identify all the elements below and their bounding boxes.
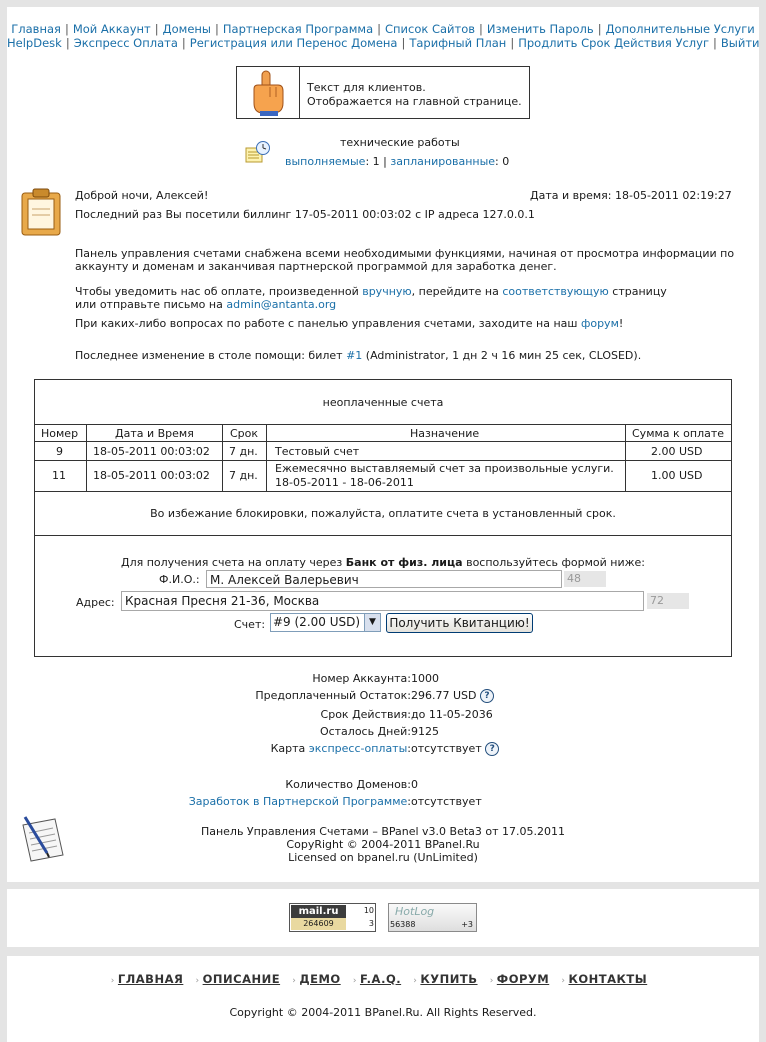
address-label: Адрес: <box>76 596 115 609</box>
nav-extra-services[interactable]: Дополнительные Услуги <box>605 22 755 36</box>
footer-link-faq[interactable]: F.A.Q. <box>359 972 402 986</box>
express-card-label: Карта экспресс-оплаты: <box>270 742 411 755</box>
domains-count: 0 <box>411 778 418 791</box>
header-purpose: Назначение <box>410 427 480 440</box>
nav-my-account[interactable]: Мой Аккаунт <box>72 22 151 36</box>
unpaid-bills-caption: неоплаченные счета <box>322 396 444 409</box>
expiry-label: Срок Действия: <box>320 708 411 721</box>
tech-works-planned-link[interactable]: запланированные <box>390 155 496 168</box>
forum-link[interactable]: форум <box>580 317 619 330</box>
payment-notify-line-1: Чтобы уведомить нас об оплате, произведенной вручную, перейдите на соответствующую страницу <box>75 285 667 298</box>
tech-works-clock-icon <box>244 140 272 166</box>
address-field[interactable]: Красная Пресня 21-36, Москва <box>121 591 644 611</box>
intro-line-1: Панель управления счетами снабжена всеми необходимыми функциями, начиная от просмотра информации по <box>75 247 735 260</box>
header-sum: Сумма к оплате <box>632 427 725 440</box>
manual-payment-link[interactable]: вручную <box>362 285 412 298</box>
nav-express-payment[interactable]: Экспресс Оплата <box>73 36 178 50</box>
footer-link-contacts[interactable]: КОНТАКТЫ <box>568 972 648 986</box>
header-datetime: Дата и Время <box>115 427 194 440</box>
nav-site-list[interactable]: Список Сайтов <box>385 22 476 36</box>
tech-works-status: выполняемые: 1 | запланированные: 0 <box>285 155 510 168</box>
nav-domain-registration[interactable]: Регистрация или Перенос Домена <box>189 36 398 50</box>
days-left-value: 9125 <box>411 725 439 738</box>
nav-extend-services[interactable]: Продлить Срок Действия Услуг <box>518 36 709 50</box>
hotlog-counter[interactable]: HotLog 56388 +3 <box>388 903 477 932</box>
top-nav-row-2: HelpDesk | Экспресс Оплата | Регистрация или Перенос Домена | Тарифный План | Продлить Срок Действия Услуг | Выйти <box>7 36 760 50</box>
days-left-label: Осталось Дней: <box>319 725 411 738</box>
nav-tariff-plan[interactable]: Тарифный План <box>409 36 507 50</box>
nav-helpdesk[interactable]: HelpDesk <box>7 36 62 50</box>
notice-text: Текст для клиентов. Отображается на главной странице. <box>307 81 522 108</box>
help-icon[interactable]: ? <box>485 742 499 756</box>
chevron-down-icon[interactable]: ▼ <box>364 614 380 631</box>
footer-copyright: Copyright © 2004-2011 BPanel.Ru. All Rights Reserved. <box>229 1006 537 1019</box>
client-notice-box <box>236 66 530 119</box>
address-char-counter: 72 <box>647 593 689 609</box>
footer-link-demo[interactable]: ДЕМО <box>299 972 341 986</box>
fio-label: Ф.И.О.: <box>159 573 200 586</box>
partner-earnings-label: Заработок в Партнерской Программе: <box>188 795 411 808</box>
get-receipt-button[interactable]: Получить Квитанцию! <box>386 613 533 633</box>
nav-change-password[interactable]: Изменить Пароль <box>486 22 594 36</box>
expiry-value: до 11-05-2036 <box>411 708 493 721</box>
invoice-select[interactable]: #9 (2.00 USD) ▼ <box>270 613 381 632</box>
account-number: 1000 <box>411 672 439 685</box>
ticket-link[interactable]: #1 <box>346 349 363 362</box>
fio-field[interactable]: М. Алексей Валерьевич <box>206 570 562 588</box>
relevant-page-link[interactable]: соответствующую <box>502 285 609 298</box>
balance-value: 296.77 USD ? <box>411 689 494 703</box>
clipboard-icon <box>20 187 64 237</box>
intro-line-2: аккаунту и доменам и заканчивая партнерской программой для заработка денег. <box>75 260 557 273</box>
account-number-label: Номер Аккаунта: <box>312 672 411 685</box>
pointing-hand-icon <box>237 67 300 118</box>
nav-partner-program[interactable]: Партнерская Программа <box>222 22 374 36</box>
express-card-value: отсутствует ? <box>411 742 499 756</box>
panel-license: Licensed on bpanel.ru (UnLimited) <box>288 851 478 864</box>
footer-nav: › ГЛАВНАЯ › ОПИСАНИЕ › ДЕМО › F.A.Q. › КУПИТЬ › ФОРУМ › КОНТАКТЫ <box>110 972 648 986</box>
current-datetime: Дата и время: 18-05-2011 02:19:27 <box>530 189 732 202</box>
fio-char-counter: 48 <box>564 571 606 587</box>
top-nav-row-1: Главная | Мой Аккаунт | Домены | Партнерская Программа | Список Сайтов | Изменить Пароль | Дополнительные Услуги <box>11 22 755 36</box>
invoice-label: Счет: <box>234 618 266 631</box>
domains-count-label: Количество Доменов: <box>285 778 411 791</box>
admin-email-link[interactable]: admin@antanta.org <box>226 298 337 311</box>
footer-link-description[interactable]: ОПИСАНИЕ <box>202 972 281 986</box>
tech-works-title: технические работы <box>340 136 460 149</box>
header-number: Номер <box>41 427 79 440</box>
partner-earnings-link[interactable]: Заработок в Партнерской Программе <box>188 795 408 808</box>
mailru-logo: mail.ru <box>291 905 346 918</box>
greeting: Доброй ночи, Алексей! <box>75 189 209 202</box>
partner-earnings-value: отсутствует <box>411 795 482 808</box>
panel-version: Панель Управления Счетами – BPanel v3.0 Beta3 от 17.05.2011 <box>200 825 566 838</box>
nav-logout[interactable]: Выйти <box>720 36 760 50</box>
counters-panel <box>7 889 759 947</box>
footer-link-buy[interactable]: КУПИТЬ <box>420 972 478 986</box>
panel-copyright: CopyRight © 2004-2011 BPanel.Ru <box>286 838 480 851</box>
receipt-intro: Для получения счета на оплату через Банк от физ. лица воспользуйтесь формой ниже: <box>120 556 646 569</box>
payment-notify-line-2: или отправьте письмо на admin@antanta.org <box>75 298 337 311</box>
express-payment-card-link[interactable]: экспресс-оплаты <box>308 742 408 755</box>
footer-link-home[interactable]: ГЛАВНАЯ <box>117 972 184 986</box>
balance-label: Предоплаченный Остаток: <box>255 689 411 702</box>
helpdesk-last-change: Последнее изменение в столе помощи: билет #1 (Administrator, 1 дн 2 ч 16 мин 25 сек, CLOSED). <box>75 349 642 362</box>
unpaid-bills-box: неоплаченные счета Номер Дата и Время Срок Назначение Сумма к оплате 9 18-05-2011 00:03:02 7 дн. Тестовый счет 2.00 USD 11 18-05-2011 00:03:02 7 дн. Ежемесячно выставляемый счет за произвольные услуги. 18-05-2011 - 18-06-2011 1.00 USD Во избежание блокировки, пожалуйста, оплатите счета в установленный срок. Для получения счета на оплату через Банк от физ. лица воспользуйтесь формой ниже: Ф.И.О.: М. Алексей Валерьевич 48 Адрес: Красная Пресня 21-36, Москва 72 Счет: #9 (2.00 USD) ▼ Получить Квитанцию! <box>34 379 732 657</box>
forum-line: При каких-либо вопросах по работе с панелью управления счетами, заходите на наш форум! <box>75 317 624 330</box>
tech-works-running-link[interactable]: выполняемые <box>285 155 366 168</box>
payment-warning: Во избежание блокировки, пожалуйста, оплатите счета в установленный срок. <box>150 507 616 520</box>
footer-link-forum[interactable]: ФОРУМ <box>496 972 550 986</box>
mailru-counter[interactable]: mail.ru 264609 10 3 <box>289 903 376 932</box>
footer-panel <box>7 956 759 1042</box>
header-term: Срок <box>230 427 259 440</box>
nav-home[interactable]: Главная <box>11 22 61 36</box>
help-icon[interactable]: ? <box>480 689 494 703</box>
hotlog-logo: HotLog <box>395 905 435 918</box>
last-visit-info: Последний раз Вы посетили биллинг 17-05-2011 00:03:02 с IP адреса 127.0.0.1 <box>75 208 535 221</box>
nav-domains[interactable]: Домены <box>162 22 211 36</box>
main-panel <box>7 7 759 882</box>
